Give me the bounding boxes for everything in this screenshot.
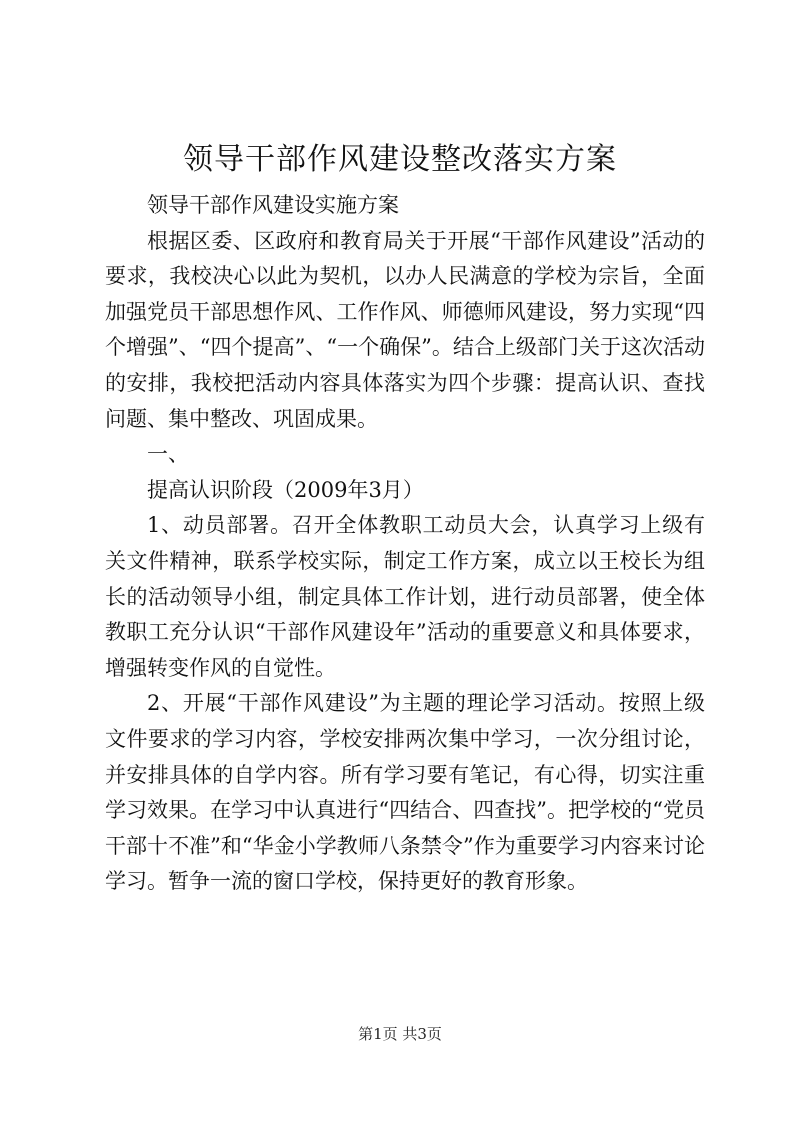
paragraph-item-1: 1、动员部署。召开全体教职工动员大会，认真学习上级有关文件精神，联系学校实际，制定工作方案，成立以王校长为组长的活动领导小组，制定具体工作计划，进行动员部署，使全体教职工充分认识“干部作风建设年”活动的重要意义和具体要求，增强转变作风的自觉性。 [105,513,705,680]
paragraph-subtitle: 领导干部作风建设实施方案 [147,193,399,217]
paragraph-section-heading: 提高认识阶段（2009年3月） [147,477,424,502]
document-body [105,188,705,900]
paragraph-item-2: 2、开展“干部作风建设”为主题的理论学习活动。按照上级文件要求的学习内容，学校安排两次集中学习，一次分组讨论，并安排具体的自学内容。所有学习要有笔记，有心得，切实注重学习效果。在学习中认真进行“四结合、四查找”。把学校的“党员干部十不准”和“华金小学教师八条禁令”作为重要学习内容来讨论学习。暂争一流的窗口学校，保持更好的教育形象。 [105,691,705,894]
page-footer: 第1页 共3页 [358,1025,442,1043]
document-title: 领导干部作风建设整改落实方案 [183,142,617,177]
paragraph-section-number: 一、 [147,442,189,467]
paragraph-intro: 根据区委、区政府和教育局关于开展“干部作风建设”活动的要求，我校决心以此为契机，以办人民满意的学校为宗旨，全面加强党员干部思想作风、工作作风、师德师风建设，努力实现“四个增强”、“四个提高”、“一个确保”。结合上级部门关于这次活动的安排，我校把活动内容具体落实为四个步骤：提高认识、查找问题、集中整改、巩固成果。 [105,228,705,431]
